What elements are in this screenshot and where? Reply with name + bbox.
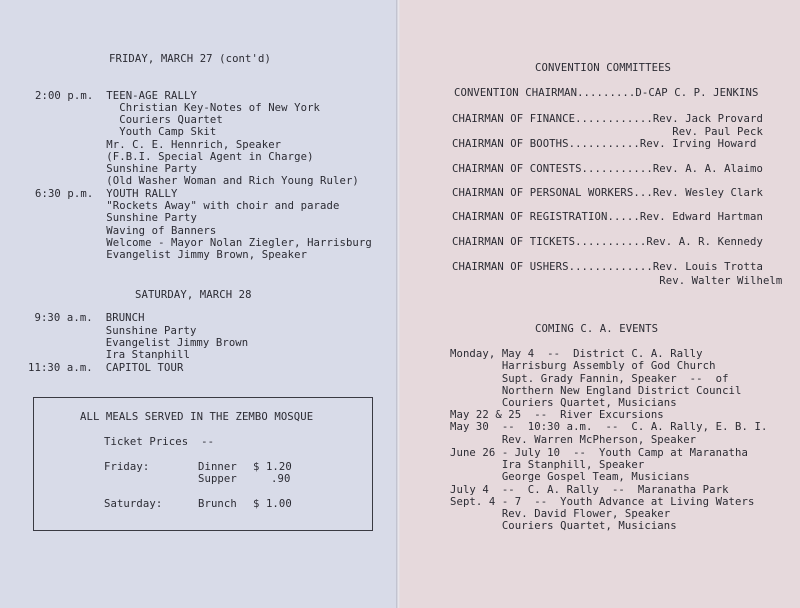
schedule-line: Sunshine Party	[35, 163, 197, 175]
supper-price: .90	[271, 473, 291, 485]
brunch-price: $ 1.00	[253, 498, 292, 510]
event-line: Northern New England District Council	[450, 385, 742, 397]
schedule-line: Welcome - Mayor Nolan Ziegler, Harrisburg	[35, 237, 372, 249]
event-line: May 30 -- 10:30 a.m. -- C. A. Rally, E. B. I.	[450, 421, 768, 433]
schedule-line: 2:00 p.m. TEEN-AGE RALLY	[35, 90, 197, 102]
brunch-label: Brunch	[198, 498, 237, 510]
event-line: Supt. Grady Fannin, Speaker -- of	[450, 373, 729, 385]
committee-line: CHAIRMAN OF PERSONAL WORKERS...Rev. Wesley Clark	[452, 187, 763, 199]
committees-heading: CONVENTION COMMITTEES	[535, 62, 672, 74]
dinner-price: $ 1.20	[253, 461, 292, 473]
schedule-line: 11:30 a.m. CAPITOL TOUR	[28, 362, 184, 374]
committee-line: CHAIRMAN OF FINANCE............Rev. Jack Provard	[452, 113, 763, 125]
dinner-label: Dinner	[198, 461, 237, 473]
friday-heading: FRIDAY, MARCH 27 (cont'd)	[109, 53, 271, 65]
committee-line: CHAIRMAN OF REGISTRATION.....Rev. Edward Hartman	[452, 211, 763, 223]
schedule-line: Sunshine Party	[35, 212, 197, 224]
schedule-line: 6:30 p.m. YOUTH RALLY	[35, 188, 178, 200]
schedule-line: Ira Stanphill	[28, 349, 190, 361]
event-line: Couriers Quartet, Musicians	[450, 397, 677, 409]
event-line: Sept. 4 - 7 -- Youth Advance at Living Waters	[450, 496, 755, 508]
event-line: Rev. David Flower, Speaker	[450, 508, 671, 520]
event-line: Monday, May 4 -- District C. A. Rally	[450, 348, 703, 360]
supper-label: Supper	[198, 473, 237, 485]
event-line: George Gospel Team, Musicians	[450, 471, 690, 483]
event-line: Harrisburg Assembly of God Church	[450, 360, 716, 372]
committee-line: CHAIRMAN OF BOOTHS...........Rev. Irving Howard	[452, 138, 757, 150]
event-line: May 22 & 25 -- River Excursions	[450, 409, 664, 421]
event-line: June 26 - July 10 -- Youth Camp at Maranatha	[450, 447, 748, 459]
committee-line: CHAIRMAN OF USHERS.............Rev. Louis Trotta	[452, 261, 763, 273]
committee-line: CONVENTION CHAIRMAN.........D-CAP C. P. JENKINS	[454, 87, 759, 99]
schedule-line: 9:30 a.m. BRUNCH	[28, 312, 145, 324]
schedule-line: Christian Key-Notes of New York	[35, 102, 321, 114]
left-page	[0, 0, 397, 608]
schedule-line: "Rockets Away" with choir and parade	[35, 200, 340, 212]
schedule-line: Evangelist Jimmy Brown, Speaker	[35, 249, 308, 261]
event-line: Rev. Warren McPherson, Speaker	[450, 434, 697, 446]
schedule-line: Couriers Quartet	[35, 114, 223, 126]
committee-line: Rev. Walter Wilhelm	[452, 275, 783, 287]
meals-box	[33, 397, 373, 531]
saturday-heading: SATURDAY, MARCH 28	[135, 289, 252, 301]
meals-title: ALL MEALS SERVED IN THE ZEMBO MOSQUE	[80, 411, 314, 423]
right-page	[400, 0, 800, 608]
event-line: Ira Stanphill, Speaker	[450, 459, 645, 471]
schedule-line: Sunshine Party	[28, 325, 197, 337]
events-heading: COMING C. A. EVENTS	[535, 323, 659, 335]
committee-line: CHAIRMAN OF CONTESTS...........Rev. A. A. Alaimo	[452, 163, 763, 175]
schedule-line: Waving of Banners	[35, 225, 217, 237]
event-line: July 4 -- C. A. Rally -- Maranatha Park	[450, 484, 729, 496]
committee-line: Rev. Paul Peck	[452, 126, 763, 138]
schedule-line: (Old Washer Woman and Rich Young Ruler)	[35, 175, 359, 187]
event-line: Couriers Quartet, Musicians	[450, 520, 677, 532]
friday-label: Friday:	[104, 461, 150, 473]
saturday-label: Saturday:	[104, 498, 163, 510]
schedule-line: Youth Camp Skit	[35, 126, 217, 138]
schedule-line: (F.B.I. Special Agent in Charge)	[35, 151, 314, 163]
schedule-line: Evangelist Jimmy Brown	[28, 337, 249, 349]
schedule-line: Mr. C. E. Hennrich, Speaker	[35, 139, 282, 151]
committee-line: CHAIRMAN OF TICKETS...........Rev. A. R. Kennedy	[452, 236, 763, 248]
ticket-prices-label: Ticket Prices --	[104, 436, 215, 448]
